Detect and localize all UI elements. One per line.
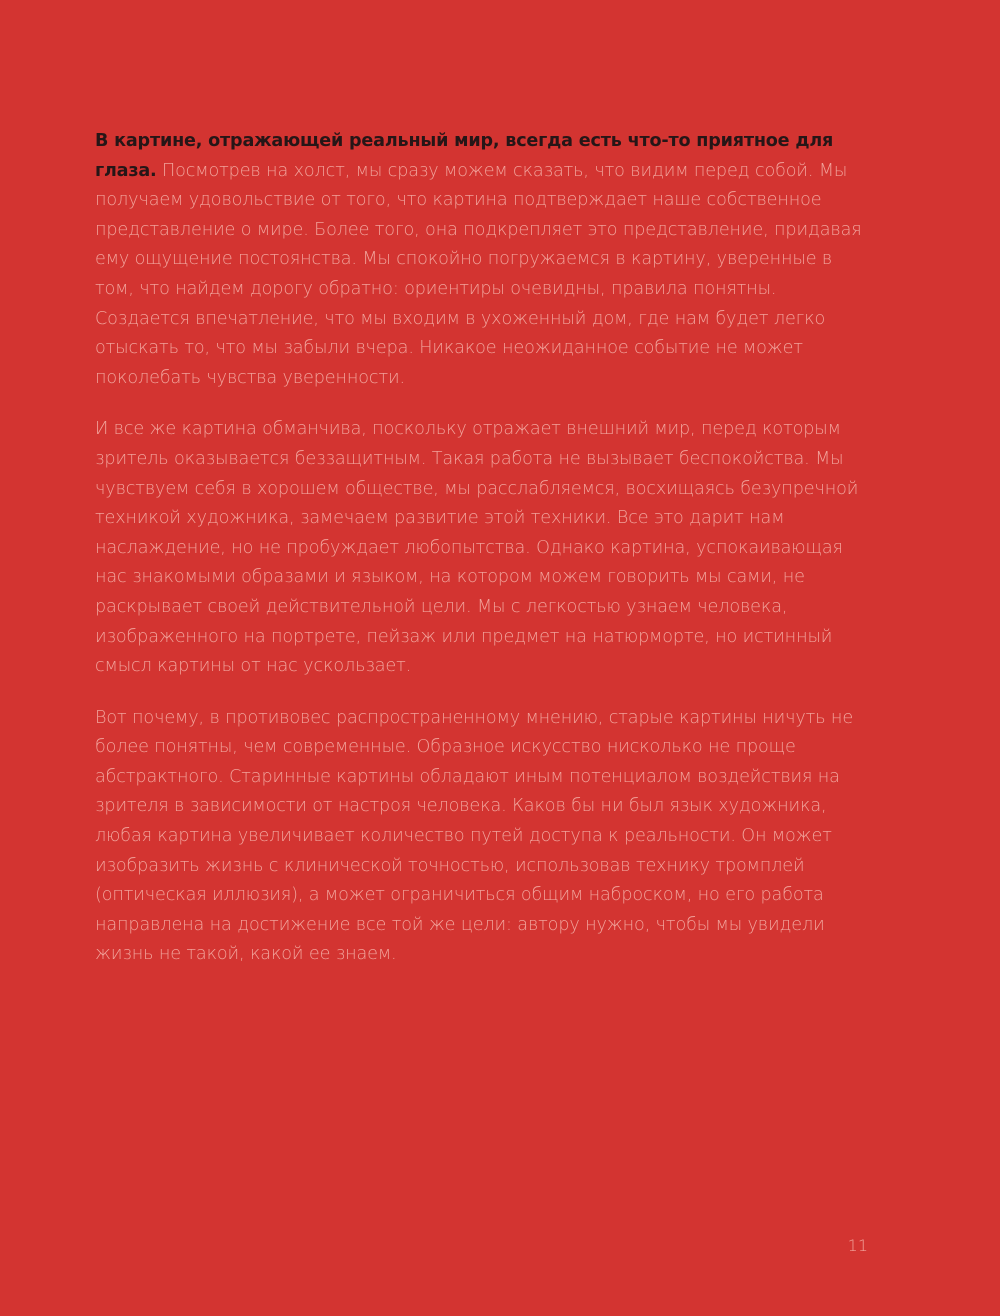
- article-text: [95, 127, 867, 992]
- paragraph-3: Вот почему, в противовес распространенному мнению, старые картины ничуть не более понятны, чем современные. Образное искусство нисколько не проще абстрактного. Старинные картины обладают иным потенциалом воздействия на зрителя в зависимости от настроя человека. Каков бы ни был язык художника, любая картина увеличивает количество путей доступа к реальности. Он может изобразить жизнь с клинической точностью, использовав технику тромплей (оптическая иллюзия), а может ограничиться общим наброском, но его работа направлена на достижение все той же цели: автору нужно, чтобы мы увидели жизнь не такой, какой ее знаем.: [95, 707, 854, 965]
- paragraph-body: Посмотрев на холст, мы сразу можем сказать, что видим перед собой. Мы получаем удовольствие от того, что картина подтверждает наше собственное представление о мире. Более того, она подкрепляет это представление, придавая ему ощущение постоянства. Мы спокойно погружаемся в картину, уверенные в том, что найдем дорогу обратно: ориентиры очевидны, правила понятны. Создается впечатление, что мы входим в ухоженный дом, где нам будет легко отыскать то, что мы забыли вчера. Никакое неожиданное событие не может поколебать чувства уверенности.: [95, 160, 862, 388]
- paragraph-lead: В картине, отражающей реальный мир, всегда есть что-то приятное для глаза.: [95, 131, 834, 181]
- paragraph-1: [95, 127, 867, 393]
- page-number: 11: [847, 1236, 868, 1255]
- paragraph-2: И все же картина обманчива, поскольку отражает внешний мир, перед которым зритель оказывается беззащитным. Такая работа не вызывает беспокойства. Мы чувствуем себя в хорошем обществе, мы расслабляемся, восхищаясь безупречной техникой художника, замечаем развитие этой техники. Все это дарит нам наслаждение, но не пробуждает любопытства. Однако картина, успокаивающая нас знакомыми образами и языком, на котором можем говорить мы сами, не раскрывает своей действительной цели. Мы с легкостью узнаем человека, изображенного на портрете, пейзаж или предмет на натюрморте, но истинный смысл картины от нас ускользает.: [95, 419, 859, 677]
